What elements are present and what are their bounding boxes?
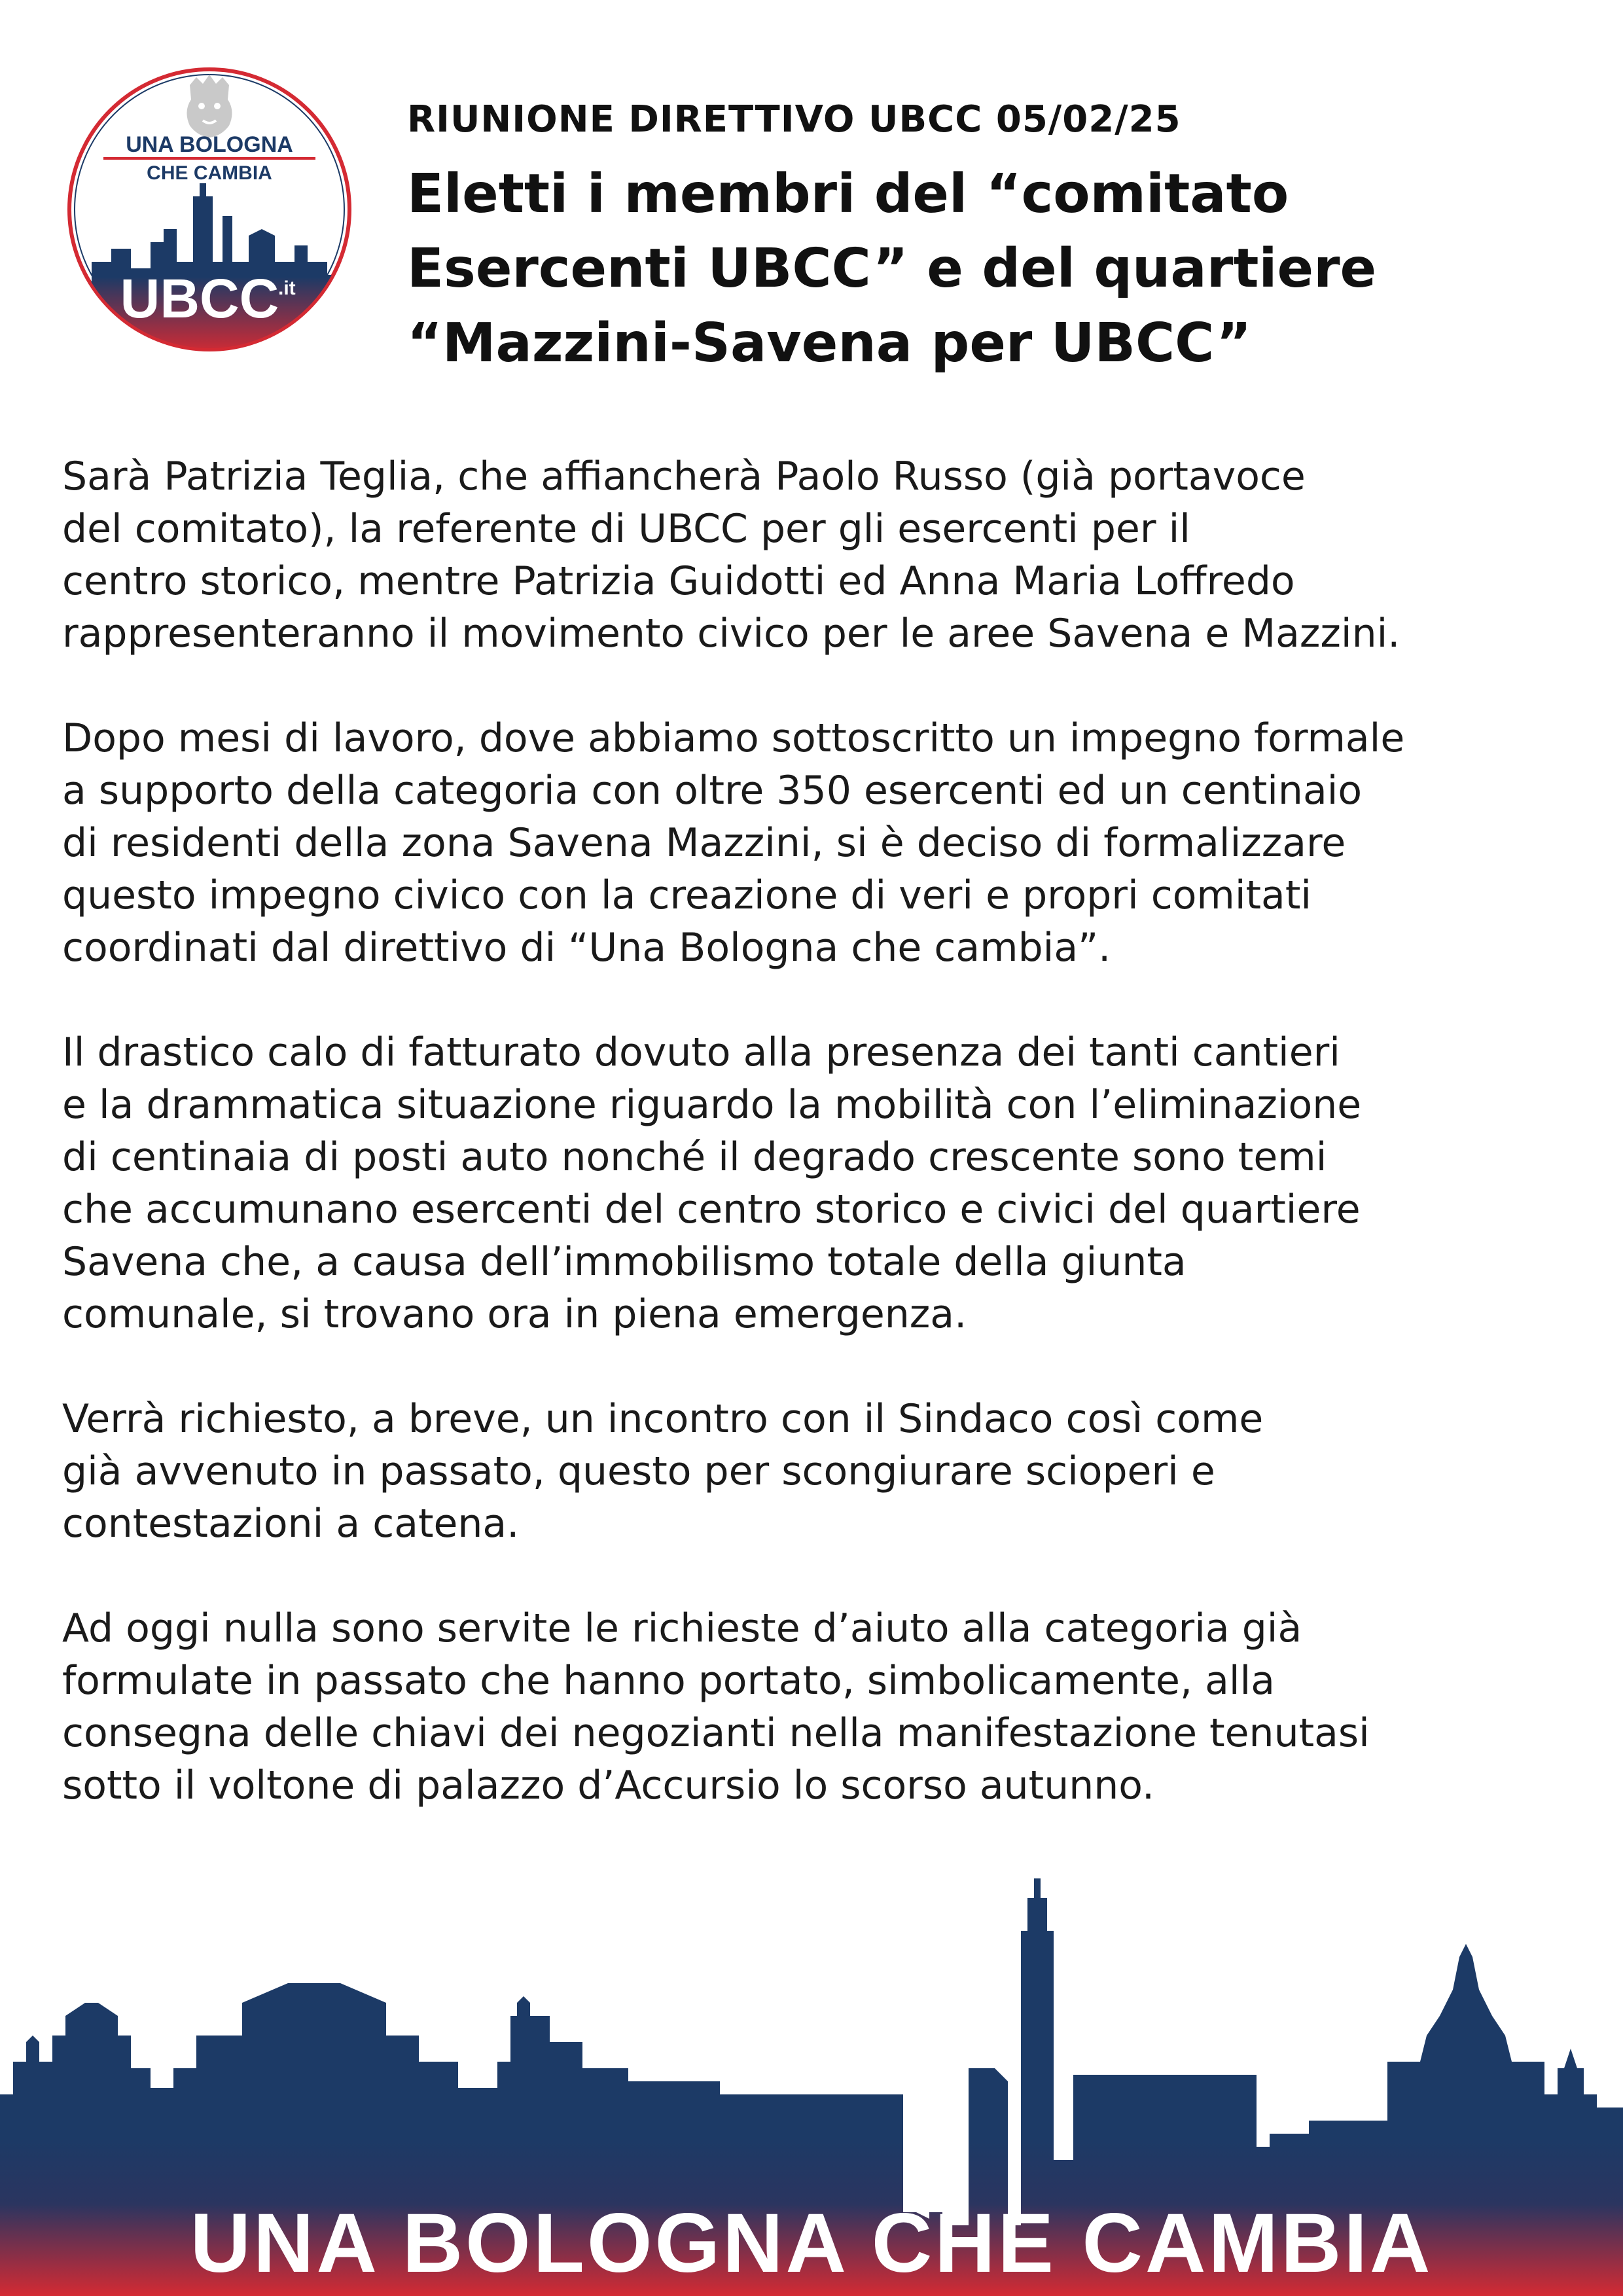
logo-line2: CHE CAMBIA (147, 162, 272, 184)
text-line: già avvenuto in passato, questo per scongiurare scioperi e (62, 1448, 1215, 1494)
paragraph-2 (62, 712, 1587, 974)
text-line: contestazioni a catena. (62, 1501, 520, 1547)
text-line: Verrà richiesto, a breve, un incontro con il Sindaco così come (62, 1396, 1264, 1442)
meeting-kicker: RIUNIONE DIRETTIVO UBCC 05/02/25 (407, 98, 1181, 141)
page-title (407, 157, 1572, 381)
headline-line: “Mazzini-Savena per UBCC” (407, 312, 1252, 374)
text-line: Ad oggi nulla sono servite le richieste d’aiuto alla categoria già (62, 1605, 1302, 1651)
article-body (62, 450, 1587, 1864)
footer-slogan: UNA BOLOGNA CHE CAMBIA (190, 2197, 1433, 2290)
text-line: questo impegno civico con la creazione di veri e propri comitati (62, 872, 1312, 918)
text-line: Savena che, a causa dell’immobilismo totale della giunta (62, 1239, 1186, 1285)
text-line: che accumunano esercenti del centro storico e civici del quartiere (62, 1187, 1361, 1232)
paragraph-1 (62, 450, 1587, 660)
text-line: a supporto della categoria con oltre 350 esercenti ed un centinaio (62, 768, 1363, 814)
paragraph-5 (62, 1602, 1587, 1812)
text-line: consegna delle chiavi dei negozianti nella manifestazione tenutasi (62, 1710, 1370, 1756)
paragraph-3 (62, 1026, 1587, 1340)
text-line: Dopo mesi di lavoro, dove abbiamo sottoscritto un impegno formale (62, 715, 1405, 761)
ubcc-logo-emblem (65, 65, 353, 353)
text-line: Il drastico calo di fatturato dovuto alla presenza dei tanti cantieri (62, 1030, 1340, 1075)
logo-badge: UBCC (120, 268, 279, 329)
text-line: coordinati dal direttivo di “Una Bologna che cambia”. (62, 925, 1111, 971)
text-line: formulate in passato che hanno portato, simbolicamente, alla (62, 1658, 1275, 1704)
headline-line: Eletti i membri del “comitato (407, 163, 1289, 225)
headline-line: Esercenti UBCC” e del quartiere (407, 238, 1377, 300)
text-line: rappresenteranno il movimento civico per le aree Savena e Mazzini. (62, 611, 1400, 656)
text-line: di centinaia di posti auto nonché il degrado crescente sono temi (62, 1134, 1327, 1180)
text-line: e la drammatica situazione riguardo la mobilità con l’eliminazione (62, 1082, 1362, 1128)
text-line: centro storico, mentre Patrizia Guidotti ed Anna Maria Loffredo (62, 558, 1295, 604)
ubcc-logo (65, 65, 353, 353)
text-line: comunale, si trovano ora in piena emergenza. (62, 1291, 967, 1337)
logo-badge-suffix: .it (278, 278, 296, 299)
text-line: Sarà Patrizia Teglia, che affiancherà Paolo Russo (già portavoce (62, 454, 1306, 499)
lion-crest-icon (187, 75, 232, 137)
text-line: sotto il voltone di palazzo d’Accursio lo scorso autunno. (62, 1763, 1155, 1808)
paragraph-4 (62, 1393, 1587, 1550)
logo-line1: UNA BOLOGNA (126, 132, 293, 157)
text-line: di residenti della zona Savena Mazzini, si è deciso di formalizzare (62, 820, 1346, 866)
text-line: del comitato), la referente di UBCC per gli esercenti per il (62, 506, 1190, 552)
footer-banner (0, 1872, 1623, 2296)
